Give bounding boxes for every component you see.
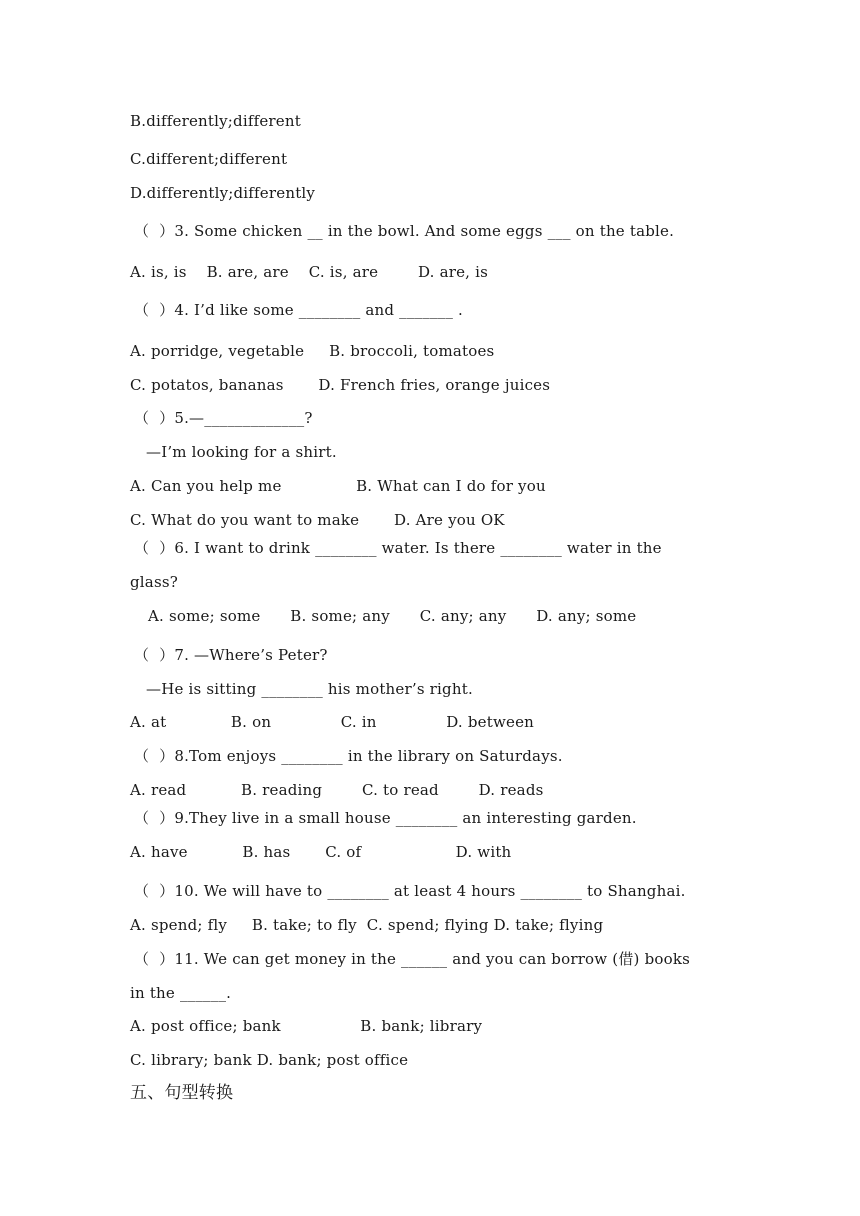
- question-6: （ ）6. I want to drink ________ water. Is there ________ water in the: [134, 539, 662, 557]
- option-b-line: B.differently;different: [130, 112, 301, 130]
- option-c-line: C.different;different: [130, 150, 288, 168]
- question-7-answer: —He is sitting ________ his mother’s right.: [146, 680, 473, 698]
- question-9: （ ）9.They live in a small house ________ an interesting garden.: [134, 809, 637, 827]
- question-10-options: A. spend; fly B. take; to fly C. spend; flying D. take; flying: [130, 916, 604, 934]
- section-heading: 五、句型转换: [130, 1083, 234, 1103]
- question-5: （ ）5.—_____________?: [134, 409, 313, 427]
- question-4: （ ）4. I’d like some ________ and _______ .: [134, 301, 463, 319]
- question-11-continued: in the ______.: [130, 984, 232, 1002]
- question-11-options-cd: C. library; bank D. bank; post office: [130, 1051, 409, 1069]
- question-8-options: A. read B. reading C. to read D. reads: [130, 781, 544, 799]
- question-4-options-cd: C. potatos, bananas D. French fries, orange juices: [130, 376, 551, 394]
- question-9-options: A. have B. has C. of D. with: [130, 843, 512, 861]
- question-11: （ ）11. We can get money in the ______ and you can borrow (借) books: [134, 950, 691, 968]
- question-7-options: A. at B. on C. in D. between: [130, 713, 535, 731]
- question-4-options-ab: A. porridge, vegetable B. broccoli, tomatoes: [130, 342, 495, 360]
- question-3-options: A. is, is B. are, are C. is, are D. are, is: [130, 263, 489, 281]
- question-11-options-ab: A. post office; bank B. bank; library: [130, 1017, 483, 1035]
- question-10: （ ）10. We will have to ________ at least 4 hours ________ to Shanghai.: [134, 882, 686, 900]
- question-5-options-ab: A. Can you help me B. What can I do for you: [130, 477, 546, 495]
- question-5-answer: —I’m looking for a shirt.: [146, 443, 337, 461]
- question-5-options-cd: C. What do you want to make D. Are you OK: [130, 511, 505, 529]
- question-3: （ ）3. Some chicken __ in the bowl. And some eggs ___ on the table.: [134, 222, 675, 240]
- question-6-continued: glass?: [130, 573, 178, 591]
- option-d-line: D.differently;differently: [130, 184, 316, 202]
- question-6-options: A. some; some B. some; any C. any; any D. any; some: [148, 607, 637, 625]
- question-7: （ ）7. —Where’s Peter?: [134, 646, 328, 664]
- question-8: （ ）8.Tom enjoys ________ in the library on Saturdays.: [134, 747, 563, 765]
